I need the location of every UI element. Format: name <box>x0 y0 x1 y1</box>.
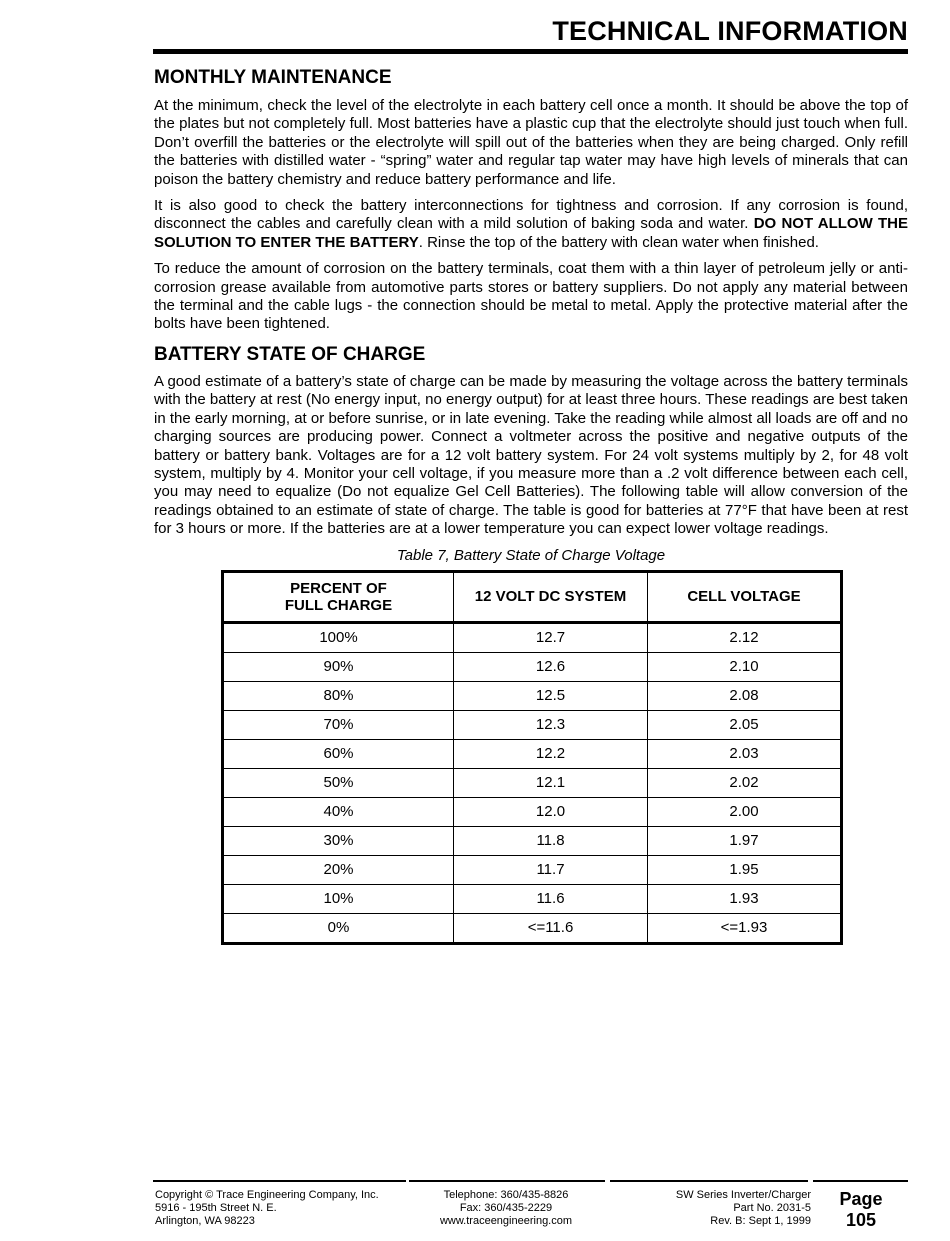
footer-rule <box>813 1180 908 1182</box>
cell-voltage: 2.02 <box>648 768 842 797</box>
paragraph-maintenance-2 <box>154 197 908 252</box>
table-row <box>223 622 842 652</box>
cell-percent: 50% <box>223 768 454 797</box>
page-number-block <box>823 1189 899 1231</box>
cell-percent: 0% <box>223 913 454 943</box>
cell-voltage: 2.03 <box>648 739 842 768</box>
footer-rule <box>610 1180 808 1182</box>
footer-line: Arlington, WA 98223 <box>155 1215 255 1227</box>
footer-line: 5916 - 195th Street N. E. <box>155 1202 277 1214</box>
table-row <box>223 681 842 710</box>
cell-voltage: 2.10 <box>648 652 842 681</box>
table-row <box>223 797 842 826</box>
cell-12v: 11.7 <box>454 855 648 884</box>
footer-rule <box>153 1180 406 1182</box>
cell-voltage: 2.00 <box>648 797 842 826</box>
footer-line: SW Series Inverter/Charger <box>675 1189 811 1201</box>
cell-12v: 11.6 <box>454 884 648 913</box>
cell-percent: 20% <box>223 855 454 884</box>
table-body <box>223 622 842 943</box>
section-heading-monthly-maintenance: MONTHLY MAINTENANCE <box>154 67 392 88</box>
cell-percent: 10% <box>223 884 454 913</box>
cell-12v: 12.0 <box>454 797 648 826</box>
paragraph-state-of-charge: A good estimate of a battery’s state of charge can be made by measuring the voltage across the battery terminals with the battery at rest (No energy input, no energy output) for at least three hours. These readings are best taken in the early morning, at or before sunrise, or in late evening. Take the reading while almost all loads are off and no charging sources are producing power. Connect a voltmeter across the positive and negative outputs of the battery or battery bank. Voltages are for a 12 volt battery system. For 24 volt systems multiply by 2, for 48 volt system, multiply by 4. Monitor your cell voltage, if you measure more than a .2 volt difference between each cell, you may need to equalize (Do not equalize Gel Cell Batteries). The following table will allow conversion of the readings obtained to an estimate of state of charge. The table is good for batteries at 77°F that have been at rest for 3 hours or more. If the batteries are at a lower temperature you can expect lower voltage readings. <box>154 372 908 538</box>
column-header-cell-voltage: CELL VOLTAGE <box>648 571 842 622</box>
cell-12v: 12.7 <box>454 622 648 652</box>
cell-percent: 70% <box>223 710 454 739</box>
cell-percent: 40% <box>223 797 454 826</box>
paragraph-maintenance-3: To reduce the amount of corrosion on the battery terminals, coat them with a thin layer of petroleum jelly or anti-corrosion grease available from automotive parts stores or battery suppliers. Do not apply any material between the terminal and the cable lugs - the connection should be metal to metal. Apply the protective material after the bolts have been tightened. <box>154 260 908 333</box>
page-footer <box>153 1180 908 1232</box>
table-row <box>223 855 842 884</box>
cell-percent: 30% <box>223 826 454 855</box>
cell-voltage: 2.08 <box>648 681 842 710</box>
footer-line: Fax: 360/435-2229 <box>459 1202 553 1214</box>
footer-website-link[interactable]: www.traceengineering.com <box>439 1215 573 1227</box>
table-header-row <box>223 571 842 622</box>
cell-percent: 100% <box>223 622 454 652</box>
cell-percent: 60% <box>223 739 454 768</box>
paragraph-maintenance-1: At the minimum, check the level of the electrolyte in each battery cell once a month. It should be above the top of the plates but not completely full. Most batteries have a plastic cup that the electrolyte should just touch when full. Don’t overfill the batteries or the electrolyte will spill out of the batteries when they are being charged. Only refill the batteries with distilled water - “spring” water and regular tap water may have high levels of minerals that can poison the battery chemistry and reduce battery performance and life. <box>154 97 908 188</box>
main-content <box>154 66 908 945</box>
table-caption: Table 7, Battery State of Charge Voltage <box>396 546 666 564</box>
footer-contact <box>408 1189 604 1228</box>
warning-text: DO NOT ALLOW THE SOLUTION TO ENTER THE BATTERY <box>154 215 908 251</box>
state-of-charge-table <box>221 570 843 945</box>
footer-company-address <box>155 1189 379 1228</box>
table-row <box>223 710 842 739</box>
table-row <box>223 913 842 943</box>
footer-line: Part No. 2031-5 <box>733 1202 811 1214</box>
paragraph-text: . Rinse the top of the battery with clean water when finished. <box>418 233 819 251</box>
column-header-12v: 12 VOLT DC SYSTEM <box>454 571 648 622</box>
footer-document-info <box>613 1189 811 1228</box>
cell-12v: 12.5 <box>454 681 648 710</box>
paragraph-text: It is also good to check the battery interconnections for tightness and corrosion. If any corrosion is found, disconnect the cables and carefully clean with a mild solution of baking soda and water. <box>154 197 908 233</box>
table-row <box>223 884 842 913</box>
table-wrapper <box>221 570 840 945</box>
cell-voltage: 1.97 <box>648 826 842 855</box>
cell-voltage: <=1.93 <box>648 913 842 943</box>
table-row <box>223 739 842 768</box>
cell-12v: 12.1 <box>454 768 648 797</box>
cell-voltage: 1.93 <box>648 884 842 913</box>
cell-percent: 90% <box>223 652 454 681</box>
column-header-text: PERCENT OF <box>290 579 387 597</box>
column-header-percent <box>223 571 454 622</box>
cell-12v: <=11.6 <box>454 913 648 943</box>
page-header <box>153 14 908 54</box>
cell-voltage: 2.05 <box>648 710 842 739</box>
footer-line: Telephone: 360/435-8826 <box>443 1189 569 1201</box>
column-header-text: FULL CHARGE <box>284 596 393 614</box>
page-title: TECHNICAL INFORMATION <box>552 16 908 46</box>
footer-rule <box>409 1180 605 1182</box>
page-label: Page <box>839 1189 883 1209</box>
page-number: 105 <box>845 1210 877 1230</box>
footer-line: Copyright © Trace Engineering Company, Inc. <box>155 1189 379 1201</box>
cell-12v: 12.2 <box>454 739 648 768</box>
cell-12v: 12.3 <box>454 710 648 739</box>
cell-12v: 12.6 <box>454 652 648 681</box>
table-row <box>223 652 842 681</box>
cell-voltage: 1.95 <box>648 855 842 884</box>
cell-percent: 80% <box>223 681 454 710</box>
cell-voltage: 2.12 <box>648 622 842 652</box>
table-row <box>223 826 842 855</box>
cell-12v: 11.8 <box>454 826 648 855</box>
table-row <box>223 768 842 797</box>
footer-line: Rev. B: Sept 1, 1999 <box>710 1215 811 1227</box>
section-heading-state-of-charge: BATTERY STATE OF CHARGE <box>154 343 426 365</box>
